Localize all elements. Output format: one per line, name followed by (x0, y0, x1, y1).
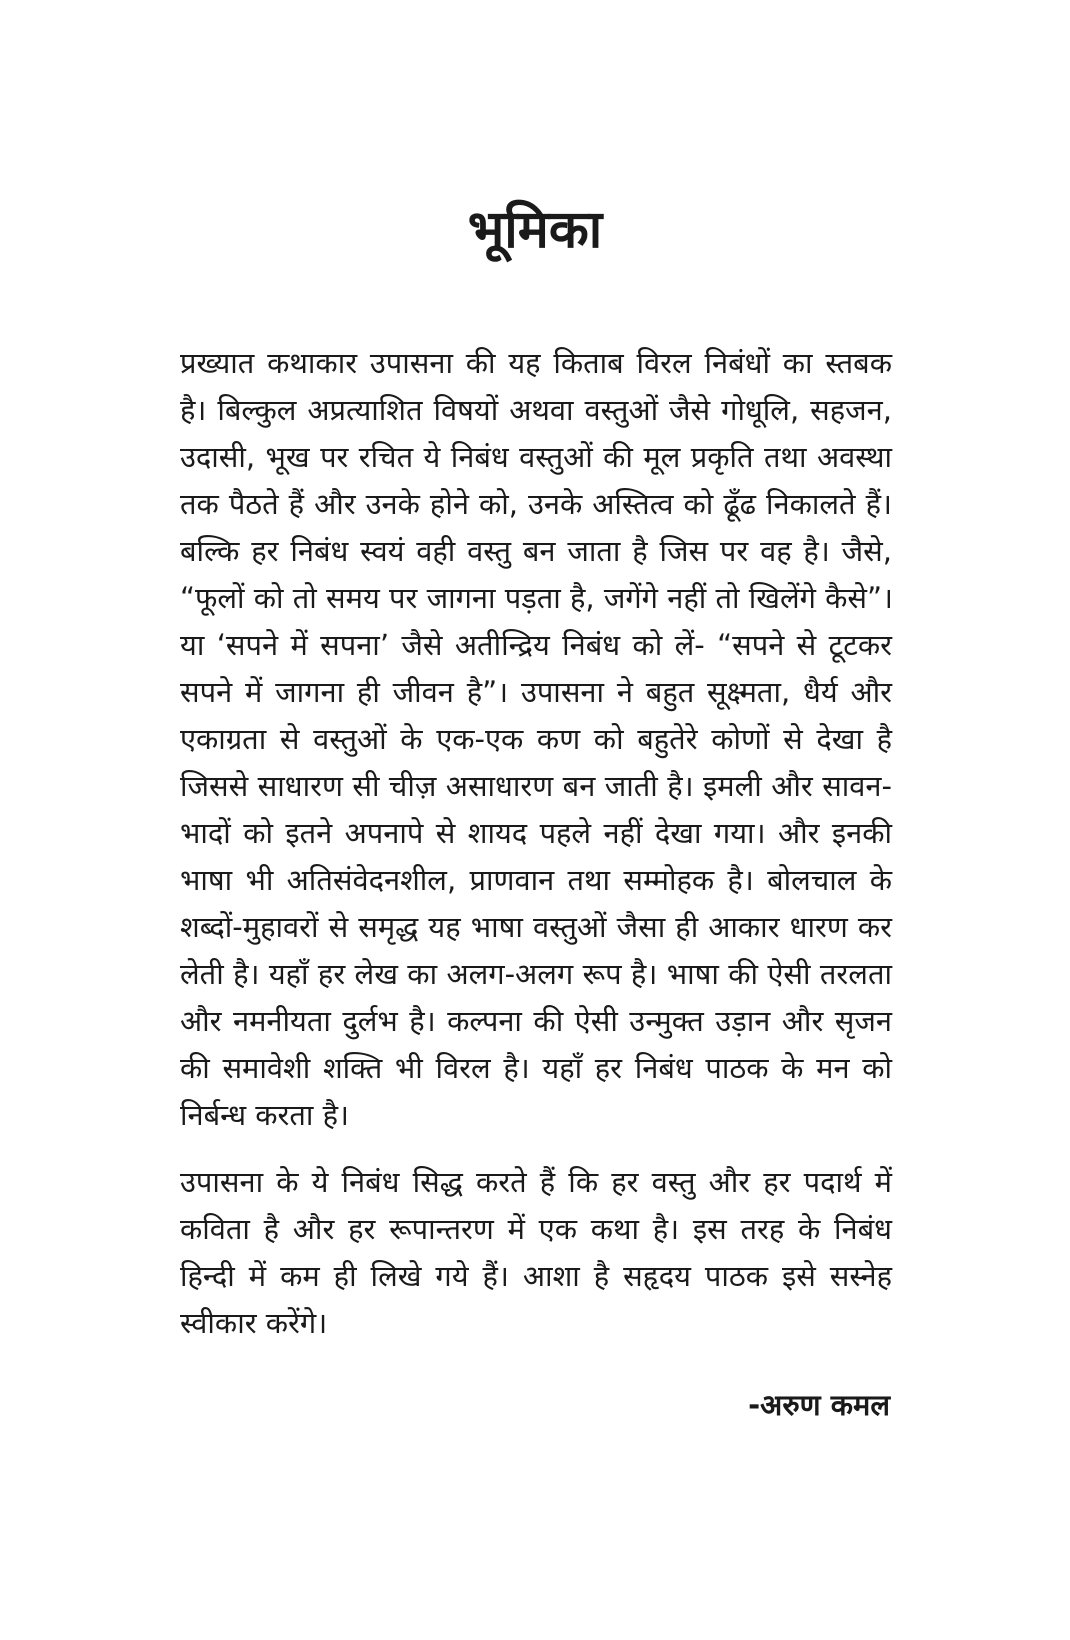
text-line: है। बिल्कुल अप्रत्याशित विषयों अथवा वस्तुओं जैसे गोधूलि, सहजन, (180, 393, 892, 427)
text-line: और नमनीयता दुर्लभ है। कल्पना की ऐसी उन्मुक्त उड़ान और सृजन (180, 1004, 892, 1038)
paragraph-1 (180, 340, 892, 1139)
author-signature: -अरुण कमल (748, 1388, 890, 1422)
text-line: कविता है और हर रूपान्तरण में एक कथा है। इस तरह के निबंध (180, 1212, 892, 1246)
text-line: की समावेशी शक्ति भी विरल है। यहाँ हर निबंध पाठक के मन को (180, 1051, 892, 1085)
page-title: भूमिका (467, 200, 603, 260)
text-line: बल्कि हर निबंध स्वयं वही वस्तु बन जाता है जिस पर वह है। जैसे, (180, 534, 892, 568)
text-line: लेती है। यहाँ हर लेख का अलग-अलग रूप है। भाषा की ऐसी तरलता (180, 957, 892, 991)
text-line: या ‘सपने में सपना’ जैसे अतीन्द्रिय निबंध को लें- “सपने से टूटकर (180, 628, 892, 662)
text-line: भादों को इतने अपनापे से शायद पहले नहीं देखा गया। और इनकी (180, 816, 892, 850)
paragraph-2 (180, 1159, 892, 1347)
text-line: तक पैठते हैं और उनके होने को, उनके अस्तित्व को ढूँढ निकालते हैं। (180, 487, 892, 521)
text-line: भाषा भी अतिसंवेदनशील, प्राणवान तथा सम्मोहक है। बोलचाल के (180, 863, 892, 897)
text-line: एकाग्रता से वस्तुओं के एक-एक कण को बहुतेरे कोणों से देखा है (180, 722, 892, 756)
text-line: उपासना के ये निबंध सिद्ध करते हैं कि हर वस्तु और हर पदार्थ में (180, 1165, 892, 1199)
text-line: निर्बन्ध करता है। (180, 1098, 350, 1132)
text-line: शब्दों-मुहावरों से समृद्ध यह भाषा वस्तुओं जैसा ही आकार धारण कर (180, 910, 892, 944)
text-line: हिन्दी में कम ही लिखे गये हैं। आशा है सहृदय पाठक इसे सस्नेह (180, 1259, 892, 1293)
body-text (180, 340, 892, 1347)
text-line: उदासी, भूख पर रचित ये निबंध वस्तुओं की मूल प्रकृति तथा अवस्था (180, 440, 892, 474)
text-line: प्रख्यात कथाकार उपासना की यह किताब विरल निबंधों का स्तबक (180, 346, 892, 380)
text-line: स्वीकार करेंगे। (180, 1306, 328, 1340)
text-line: “फूलों को तो समय पर जागना पड़ता है, जगेंगे नहीं तो खिलेंगे कैसे”। (180, 581, 894, 615)
text-line: जिससे साधारण सी चीज़ असाधारण बन जाती है। इमली और सावन- (180, 769, 892, 803)
text-line: सपने में जागना ही जीवन है”। उपासना ने बहुत सूक्ष्मता, धैर्य और (180, 675, 892, 709)
